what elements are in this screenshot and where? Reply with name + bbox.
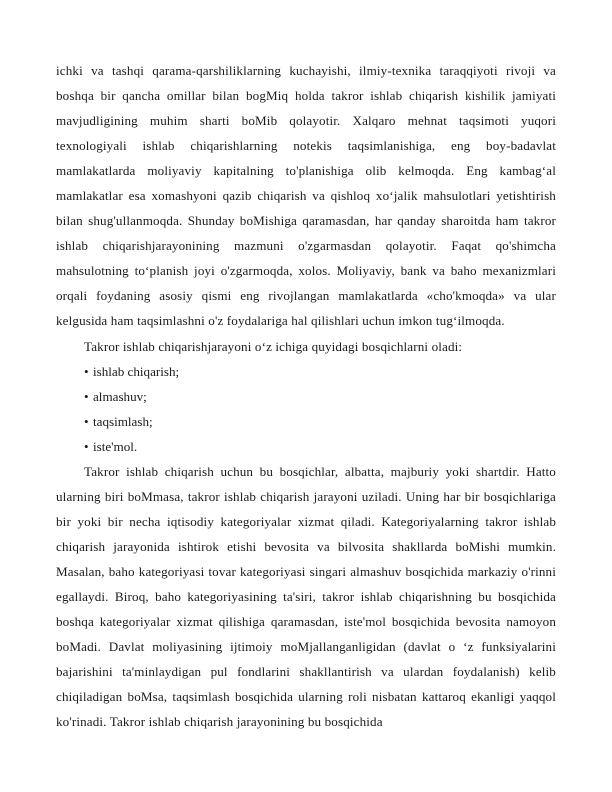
stages-bullet-list <box>56 359 556 459</box>
body-paragraph-1: ichki va tashqi qarama-qarshiliklarning kuchayishi, ilmiy-texnika taraqqiyoti rivoji va boshqa bir qancha omillar bilan bogMiq holda takror ishlab chiqarish kishilik jamiyati mavjudligining muhim sharti boMib qolayotir. Xalqaro mehnat taqsimoti yuqori texnologiyali ishlab chiqarishlarning notekis taqsimlanishiga, eng boy-badavlat mamlakatlarda moliyaviy kapitalning to'planishiga olib kelmoqda. Eng kambagʻal mamlakatlar esa xomashyoni qazib chiqarish va qishloq xoʻjalik mahsulotlari yetishtirish bilan shug'ullanmoqda. Shunday boMishiga qaramasdan, har qanday sharoitda ham takror ishlab chiqarishjarayonining mazmuni o'zgarmasdan qolayotir. Faqat qo'shimcha mahsulotning toʻplanish joyi o'zgarmoqda, xolos. Moliyaviy, bank va baho mexanizmlari orqali foydaning asosiy qismi eng rivojlangan mamlakatlarda «cho'kmoqda» va ular kelgusida ham taqsimlashni o'z foydalariga hal qilishlari uchun imkon tugʻilmoqda. <box>56 63 556 329</box>
list-item-label: almashuv; <box>93 388 147 404</box>
bullet-marker-icon: • <box>84 388 89 404</box>
list-item <box>56 434 556 459</box>
list-item <box>56 409 556 434</box>
bullet-marker-icon: • <box>84 438 89 454</box>
bullet-marker-icon: • <box>84 413 89 429</box>
bullet-marker-icon: • <box>84 363 89 379</box>
body-paragraph-2: Takror ishlab chiqarishjarayoni oʻz ichiga quyidagi bosqichlarni oladi: <box>84 338 463 354</box>
list-item-label: iste'mol. <box>93 438 138 454</box>
body-paragraph-3: Takror ishlab chiqarish uchun bu bosqichlar, albatta, majburiy yoki shartdir. Hatto ularning biri boMmasa, takror ishlab chiqarish jarayoni uziladi. Uning har bir bosqichlariga bir yoki bir necha iqtisodiy kategoriyalar xizmat qiladi. Kategoriyalarning takror ishlab chiqarish jarayonida ishtirok etishi bevosita va bilvosita shakllarda boMishi mumkin. Masalan, baho kategoriyasi tovar kategoriyasi singari almashuv bosqichida markaziy o'rinni egallaydi. Biroq, baho kategoriyasining ta'siri, takror ishlab chiqarishning bu bosqichida boshqa kategoriyalar xizmat qilishiga qaramasdan, iste'mol bosqichida bevosita namoyon boMadi. Davlat moliyasining ijtimoiy moMjallanganligidan (davlat o ʻz funksiyalarini bajarishini ta'minlaydigan pul fondlarini shakllantirish va ulardan foydalanish) kelib chiqiladigan boMsa, taqsimlash bosqichida ularning roli nisbatan kattaroq ekanligi yaqqol ko'rinadi. Takror ishlab chiqarish jarayonining bu bosqichida <box>56 463 556 730</box>
list-item <box>56 359 556 384</box>
body-text-column <box>56 58 556 734</box>
list-item <box>56 384 556 409</box>
list-item-label: taqsimlash; <box>93 413 153 429</box>
list-item-label: ishlab chiqarish; <box>93 363 180 379</box>
